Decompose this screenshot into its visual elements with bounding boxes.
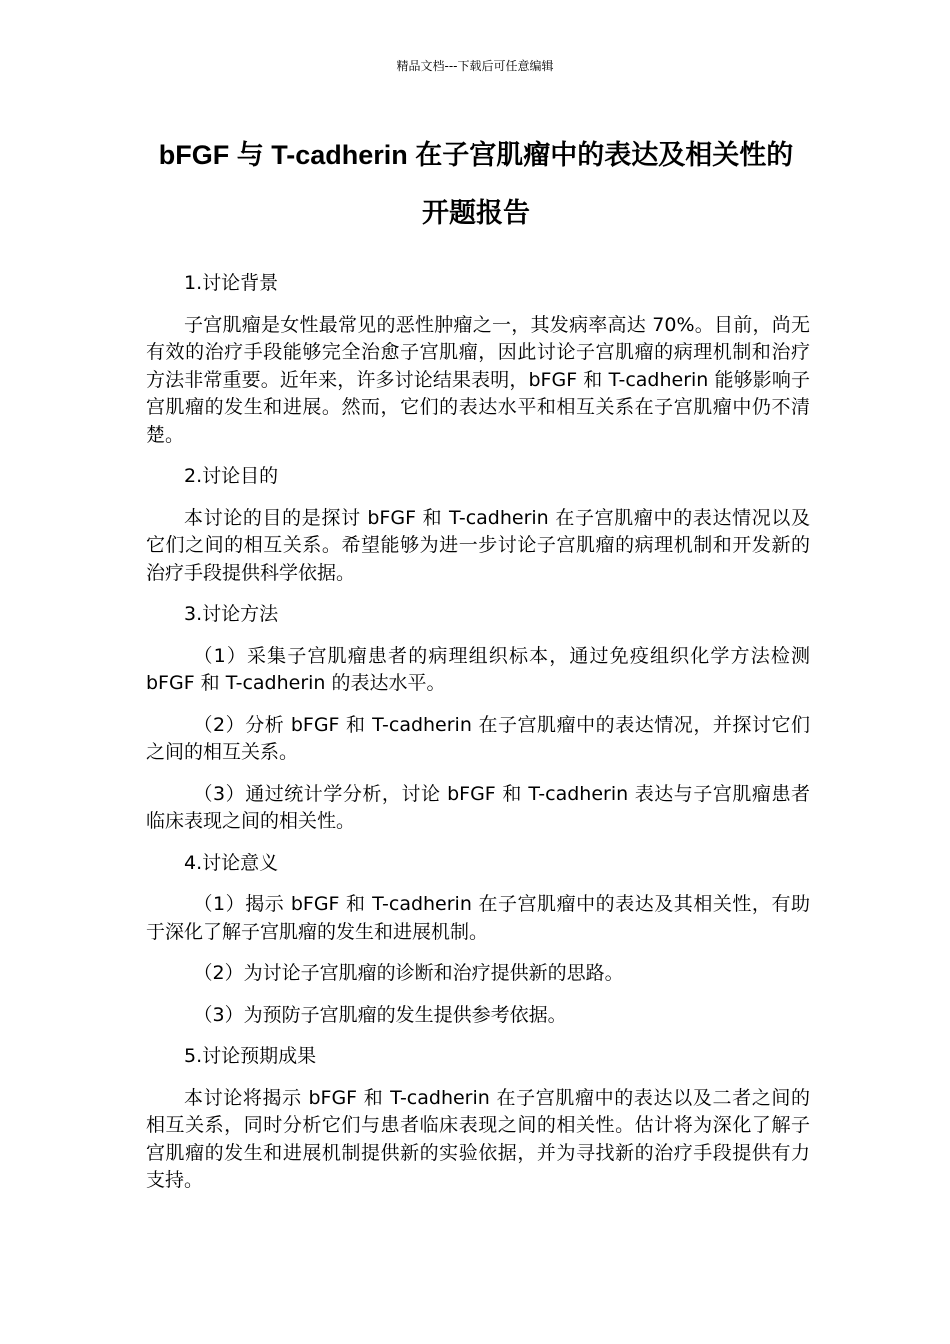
methods-item-2: （2）分析 bFGF 和 T-cadherin 在子宫肌瘤中的表达情况，并探讨它们之间的相互关系。 — [146, 713, 810, 763]
page-header: 精品文档---下载后可任意编辑 — [396, 59, 554, 73]
section-heading-purpose: 2.讨论目的 — [184, 465, 279, 487]
title-line-1: bFGF 与 T-cadherin 在子宫肌瘤中的表达及相关性的 — [158, 140, 794, 170]
significance-item-3: （3）为预防子宫肌瘤的发生提供参考依据。 — [193, 1003, 567, 1026]
significance-item-2: （2）为讨论子宫肌瘤的诊断和治疗提供新的思路。 — [193, 962, 624, 984]
document-title — [146, 126, 806, 242]
paragraph-expected-results: 本讨论将揭示 bFGF 和 T-cadherin 在子宫肌瘤中的表达以及二者之间的相互关系，同时分析它们与患者临床表现之间的相关性。估计将为深化了解子宫肌瘤的发生和进展机制提供新的实验依据，并为寻找新的治疗手段提供有力支持。 — [146, 1086, 810, 1191]
paragraph-purpose: 本讨论的目的是探讨 bFGF 和 T-cadherin 在子宫肌瘤中的表达情况以及它们之间的相互关系。希望能够为进一步讨论子宫肌瘤的病理机制和开发新的治疗手段提供科学依据。 — [146, 506, 810, 584]
section-heading-significance: 4.讨论意义 — [184, 851, 279, 874]
section-heading-background: 1.讨论背景 — [184, 272, 279, 294]
document-body — [146, 270, 810, 1209]
methods-item-1: （1）采集子宫肌瘤患者的病理组织标本，通过免疫组织化学方法检测 bFGF 和 T-cadherin 的表达水平。 — [146, 644, 810, 694]
significance-item-1: （1）揭示 bFGF 和 T-cadherin 在子宫肌瘤中的表达及其相关性，有助于深化了解子宫肌瘤的发生和进展机制。 — [146, 893, 810, 943]
section-heading-methods: 3.讨论方法 — [184, 603, 279, 625]
paragraph-background: 子宫肌瘤是女性最常见的恶性肿瘤之一，其发病率高达 70%。目前，尚无有效的治疗手段能够完全治愈子宫肌瘤，因此讨论子宫肌瘤的病理机制和治疗方法非常重要。近年来，许多讨论结果表明，bFGF 和 T-cadherin 能够影响子宫肌瘤的发生和进展。然而，它们的表达水平和相互关系在子宫肌瘤中仍不清楚。 — [146, 313, 810, 446]
section-heading-expected-results: 5.讨论预期成果 — [184, 1045, 317, 1067]
title-line-2: 开题报告 — [422, 198, 530, 228]
methods-item-3: （3）通过统计学分析，讨论 bFGF 和 T-cadherin 表达与子宫肌瘤患者临床表现之间的相关性。 — [146, 782, 810, 832]
